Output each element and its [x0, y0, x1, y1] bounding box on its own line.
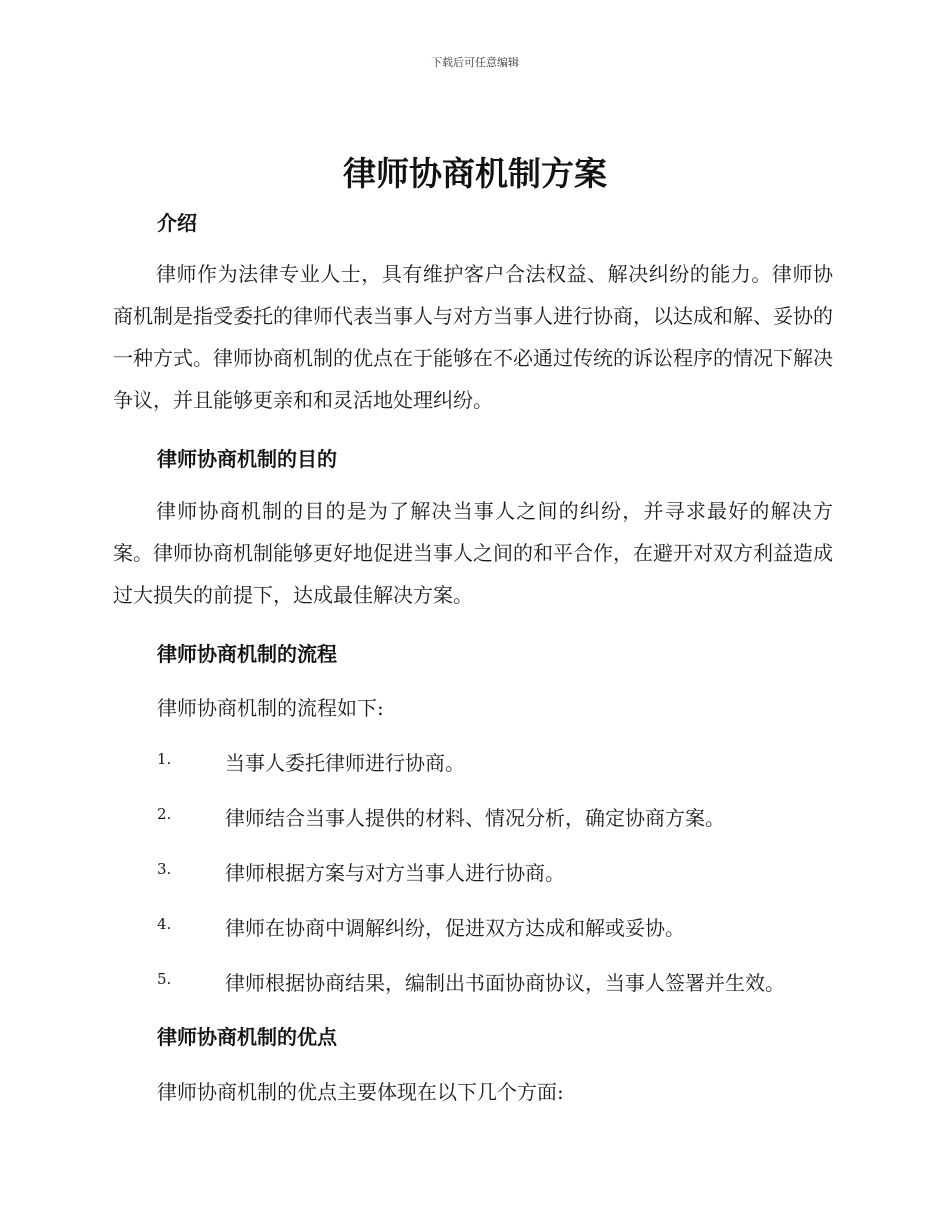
heading-advantages: 律师协商机制的优点 [157, 1025, 337, 1049]
list-text: 律师在协商中调解纠纷，促进双方达成和解或妥协。 [225, 916, 685, 940]
heading-purpose: 律师协商机制的目的 [157, 447, 337, 471]
list-number: 5. [157, 970, 172, 988]
list-text: 律师根据方案与对方当事人进行协商。 [225, 861, 565, 885]
list-text: 律师根据协商结果，编制出书面协商协议，当事人签署并生效。 [225, 971, 785, 995]
list-text: 律师结合当事人提供的材料、情况分析，确定协商方案。 [225, 806, 725, 830]
list-item [157, 747, 847, 777]
list-number: 2. [157, 805, 172, 823]
advantages-lead: 律师协商机制的优点主要体现在以下几个方面: [157, 1080, 564, 1104]
heading-process: 律师协商机制的流程 [157, 642, 337, 666]
list-text: 当事人委托律师进行协商。 [225, 751, 465, 775]
list-item [157, 912, 847, 942]
list-item [157, 802, 847, 832]
list-number: 4. [157, 915, 172, 933]
paragraph-intro: 律师作为法律专业人士，具有维护客户合法权益、解决纠纷的能力。律师协商机制是指受委托的律师代表当事人与对方当事人进行协商，以达成和解、妥协的一种方式。律师协商机制的优点在于能够在不必通过传统的诉讼程序的情况下解决争议，并且能够更亲和和灵活地处理纠纷。 [113, 262, 833, 412]
heading-intro: 介绍 [157, 211, 197, 235]
paragraph-purpose: 律师协商机制的目的是为了解决当事人之间的纠纷，并寻求最好的解决方案。律师协商机制能够更好地促进当事人之间的和平合作，在避开对双方利益造成过大损失的前提下，达成最佳解决方案。 [113, 499, 833, 607]
list-item [157, 857, 847, 887]
list-number: 3. [157, 860, 172, 878]
list-number: 1. [157, 750, 172, 768]
page-header-note: 下载后可任意编辑 [431, 56, 519, 69]
list-item [157, 967, 847, 997]
document-title: 律师协商机制方案 [343, 154, 607, 193]
process-lead: 律师协商机制的流程如下: [157, 696, 384, 720]
